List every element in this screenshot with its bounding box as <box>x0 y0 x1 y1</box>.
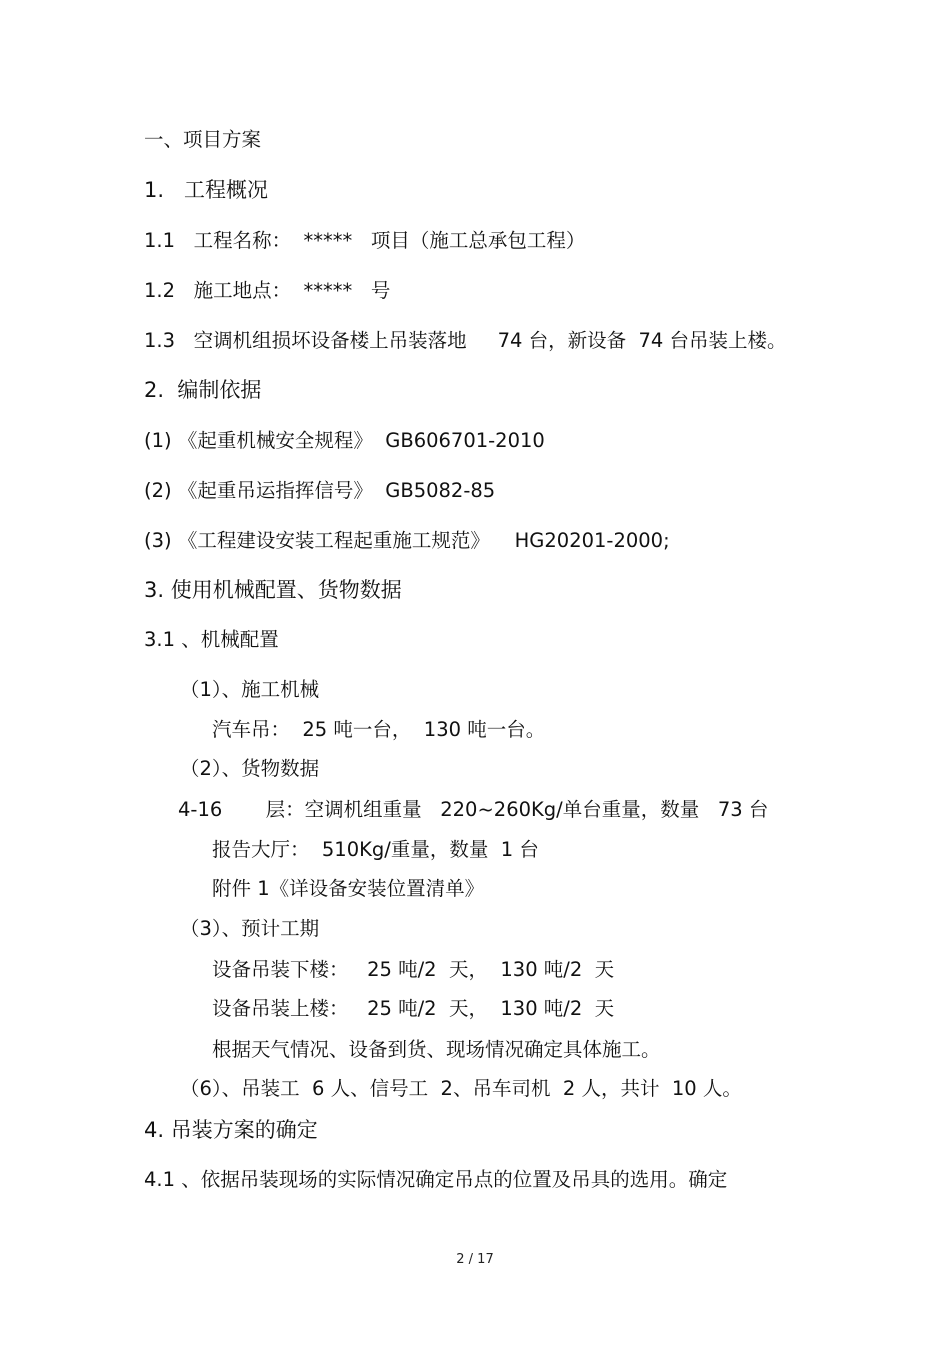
reference-2: (2) 《起重吊运指挥信号》 GB5082-85 <box>144 479 496 502</box>
subheading-machinery-config: 3.1 、机械配置 <box>144 628 279 651</box>
subitem-staffing: （6）、吊装工 6 人、信号工 2、吊车司机 2 人，共计 10 人。 <box>180 1077 742 1100</box>
section-heading-project-plan: 一、项目方案 <box>144 128 262 151</box>
heading-machinery-cargo: 3. 使用机械配置、货物数据 <box>144 578 402 602</box>
reference-3: (3) 《工程建设安装工程起重施工规范》 HG20201-2000; <box>144 529 670 552</box>
item-construction-site: 1.2 施工地点： ***** 号 <box>144 279 391 302</box>
subitem-cargo-data: （2）、货物数据 <box>180 757 320 780</box>
text-floor-units: 4-16 层：空调机组重量 220~260Kg/单台重量，数量 73 台 <box>178 798 769 821</box>
item-project-name: 1.1 工程名称： ***** 项目（施工总承包工程） <box>144 229 586 252</box>
text-lifting-points: 4.1 、依据吊装现场的实际情况确定吊点的位置及吊具的选用。确定 <box>144 1168 728 1191</box>
heading-basis: 2. 编制依据 <box>144 378 262 402</box>
heading-project-overview: 1. 工程概况 <box>144 178 269 202</box>
text-truck-crane: 汽车吊： 25 吨一台， 130 吨一台。 <box>212 718 546 741</box>
page-number: 2 / 17 <box>456 1252 494 1267</box>
reference-1: (1) 《起重机械安全规程》 GB606701-2010 <box>144 429 545 452</box>
text-lift-up: 设备吊装上楼： 25 吨/2 天， 130 吨/2 天 <box>212 997 615 1020</box>
item-equipment-count: 1.3 空调机组损坏设备楼上吊装落地 74 台，新设备 74 台吊装上楼。 <box>144 329 787 352</box>
subitem-schedule: （3）、预计工期 <box>180 917 320 940</box>
text-lift-down: 设备吊装下楼： 25 吨/2 天， 130 吨/2 天 <box>212 958 615 981</box>
heading-lifting-plan: 4. 吊装方案的确定 <box>144 1118 318 1142</box>
text-weather-note: 根据天气情况、设备到货、现场情况确定具体施工。 <box>212 1038 661 1061</box>
text-attachment: 附件 1《详设备安装位置清单》 <box>212 877 485 900</box>
subitem-construction-machinery: （1）、施工机械 <box>180 678 320 701</box>
text-report-hall: 报告大厅： 510Kg/重量，数量 1 台 <box>212 838 539 861</box>
